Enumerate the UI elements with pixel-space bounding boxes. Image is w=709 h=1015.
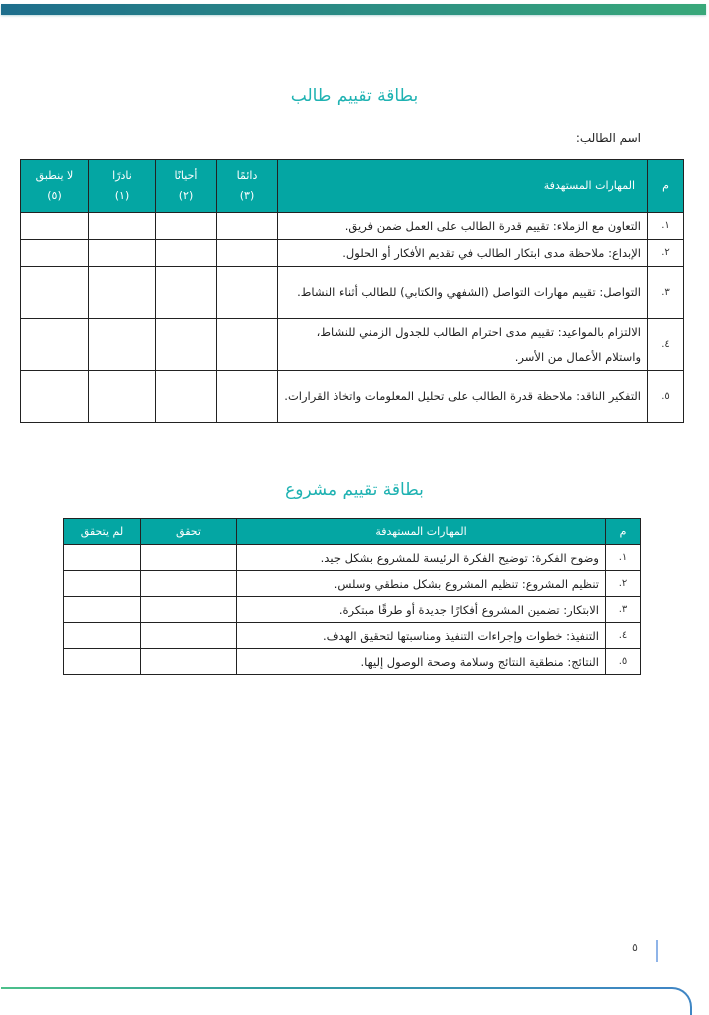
header-not-achieved: لم يتحقق (64, 519, 141, 545)
rating-cell-sometimes[interactable] (156, 267, 217, 319)
header-always-score: (٣) (239, 189, 255, 202)
header-rarely (89, 160, 156, 213)
header-achieved: تحقق (141, 519, 237, 545)
skill-cell: وضوح الفكرة: توضيح الفكرة الرئيسة للمشروع بشكل جيد. (237, 545, 606, 571)
rating-cell-sometimes[interactable] (156, 240, 217, 267)
header-index: م (606, 519, 641, 545)
table-row (64, 649, 641, 675)
not-achieved-cell[interactable] (64, 545, 141, 571)
row-number: ٣. (606, 597, 641, 623)
table-row (21, 371, 684, 423)
skill-cell: الإبداع: ملاحظة مدى ابتكار الطالب في تقديم الأفكار أو الحلول. (278, 240, 648, 267)
rating-cell-na[interactable] (21, 213, 89, 240)
rating-cell-sometimes[interactable] (156, 319, 217, 371)
student-evaluation-table (20, 159, 684, 423)
achieved-cell[interactable] (141, 571, 237, 597)
achieved-cell[interactable] (141, 597, 237, 623)
header-index: م (648, 160, 684, 213)
row-number: ١. (606, 545, 641, 571)
header-na-label: لا ينطبق (35, 169, 74, 182)
header-skills: المهارات المستهدفة (237, 519, 606, 545)
header-sometimes-score: (٢) (178, 189, 194, 202)
rating-cell-rarely[interactable] (89, 319, 156, 371)
skill-cell: الابتكار: تضمين المشروع أفكارًا جديدة أو طرقًا مبتكرة. (237, 597, 606, 623)
header-always (217, 160, 278, 213)
achieved-cell[interactable] (141, 649, 237, 675)
row-number: ٤. (648, 319, 684, 371)
page-number: ٥ (632, 941, 638, 954)
table-row (21, 267, 684, 319)
rating-cell-sometimes[interactable] (156, 213, 217, 240)
rating-cell-always[interactable] (217, 240, 278, 267)
rating-cell-rarely[interactable] (89, 267, 156, 319)
achieved-cell[interactable] (141, 545, 237, 571)
page-number-divider (656, 940, 658, 962)
table-row (64, 597, 641, 623)
row-number: ٢. (648, 240, 684, 267)
header-na-score: (٥) (47, 189, 62, 202)
footer-decoration-line (1, 987, 663, 989)
rating-cell-rarely[interactable] (89, 240, 156, 267)
not-achieved-cell[interactable] (64, 623, 141, 649)
table-row (64, 545, 641, 571)
header-rarely-label: نادرًا (112, 169, 132, 182)
footer-decoration-curve (650, 987, 692, 1015)
row-number: ٥. (648, 371, 684, 423)
table-row (21, 319, 684, 371)
table-row (21, 240, 684, 267)
project-evaluation-table (63, 518, 641, 675)
project-card-title: بطاقة تقييم مشروع (285, 480, 424, 500)
table-row (64, 571, 641, 597)
header-skills: المهارات المستهدفة (278, 160, 648, 213)
rating-cell-always[interactable] (217, 213, 278, 240)
skill-cell: الالتزام بالمواعيد: تقييم مدى احترام الطالب للجدول الزمني للنشاط، واستلام الأعمال من الأسر. (278, 319, 648, 371)
header-sometimes-label: أحيانًا (174, 169, 198, 182)
rating-cell-always[interactable] (217, 267, 278, 319)
header-rarely-score: (١) (114, 189, 130, 202)
skill-cell: التعاون مع الزملاء: تقييم قدرة الطالب على العمل ضمن فريق. (278, 213, 648, 240)
rating-cell-rarely[interactable] (89, 213, 156, 240)
rating-cell-always[interactable] (217, 371, 278, 423)
header-always-label: دائمًا (236, 169, 258, 182)
skill-cell: التفكير الناقد: ملاحظة قدرة الطالب على تحليل المعلومات واتخاذ القرارات. (278, 371, 648, 423)
skill-cell: تنظيم المشروع: تنظيم المشروع بشكل منطقي وسلس. (237, 571, 606, 597)
rating-cell-na[interactable] (21, 319, 89, 371)
skill-cell: التنفيذ: خطوات وإجراءات التنفيذ ومناسبتها لتحقيق الهدف. (237, 623, 606, 649)
rating-cell-always[interactable] (217, 319, 278, 371)
row-number: ٥. (606, 649, 641, 675)
rating-cell-na[interactable] (21, 267, 89, 319)
not-achieved-cell[interactable] (64, 649, 141, 675)
student-name-label: اسم الطالب: (575, 131, 641, 145)
row-number: ٣. (648, 267, 684, 319)
header-not-applicable (21, 160, 89, 213)
rating-cell-na[interactable] (21, 371, 89, 423)
rating-cell-rarely[interactable] (89, 371, 156, 423)
header-decoration-bar (1, 4, 706, 15)
table-header-row (21, 160, 684, 213)
row-number: ١. (648, 213, 684, 240)
achieved-cell[interactable] (141, 623, 237, 649)
row-number: ٢. (606, 571, 641, 597)
header-sometimes (156, 160, 217, 213)
skill-cell: النتائج: منطقية النتائج وسلامة وصحة الوصول إليها. (237, 649, 606, 675)
rating-cell-sometimes[interactable] (156, 371, 217, 423)
rating-cell-na[interactable] (21, 240, 89, 267)
not-achieved-cell[interactable] (64, 571, 141, 597)
not-achieved-cell[interactable] (64, 597, 141, 623)
table-header-row (64, 519, 641, 545)
table-row (64, 623, 641, 649)
table-row (21, 213, 684, 240)
row-number: ٤. (606, 623, 641, 649)
student-card-title: بطاقة تقييم طالب (290, 86, 419, 106)
skill-cell: التواصل: تقييم مهارات التواصل (الشفهي والكتابي) للطالب أثناء النشاط. (278, 267, 648, 319)
